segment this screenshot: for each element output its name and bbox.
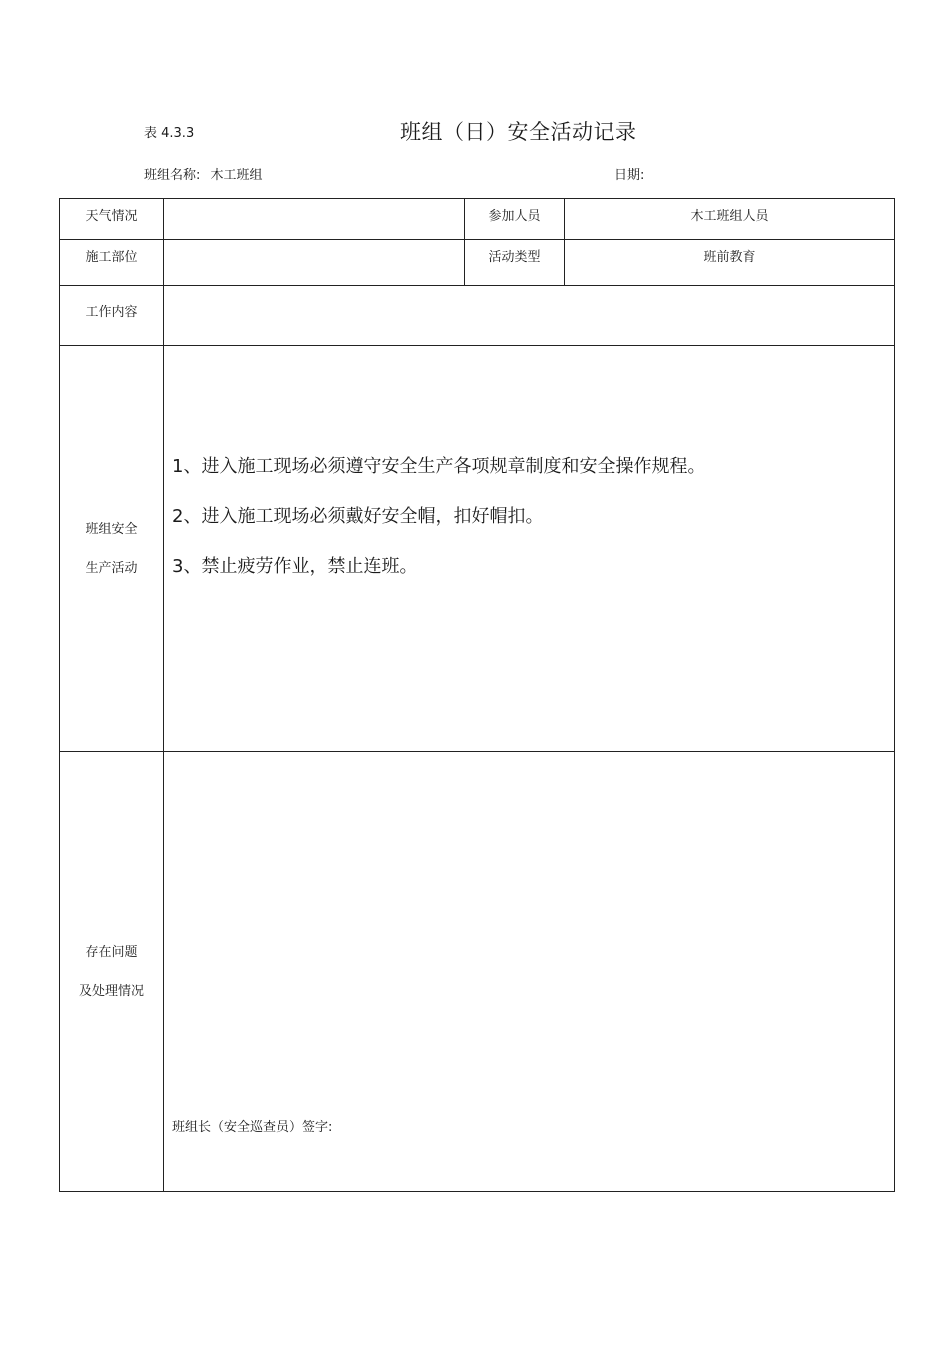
participants-label: 参加人员 — [465, 199, 565, 240]
weather-label: 天气情况 — [60, 199, 164, 240]
work-content-value-cell — [164, 286, 895, 346]
safety-activity-record-table — [59, 198, 895, 1192]
activity-type-label: 活动类型 — [465, 240, 565, 286]
date-label: 日期: — [614, 168, 645, 183]
safety-activity-list — [172, 454, 705, 604]
team-name-line — [144, 164, 263, 183]
location-value-cell — [164, 240, 465, 286]
list-item: 2、进入施工现场必须戴好安全帽，扣好帽扣。 — [172, 506, 544, 527]
activity-type-value: 班前教育 — [565, 240, 895, 286]
location-row — [60, 240, 895, 286]
weather-value-cell — [164, 199, 465, 240]
table-number: 表 4.3.3 — [144, 126, 195, 141]
team-name-label: 班组名称: — [144, 168, 201, 183]
issues-label-line1: 存在问题 — [85, 944, 138, 960]
safety-activity-row — [60, 346, 895, 752]
safety-activity-label-line2: 生产活动 — [85, 560, 138, 576]
list-item: 3、禁止疲劳作业，禁止连班。 — [172, 556, 418, 577]
issues-row — [60, 752, 895, 1192]
issues-content — [164, 752, 895, 1192]
safety-activity-content — [164, 346, 895, 752]
work-content-label: 工作内容 — [60, 286, 164, 346]
issues-label — [60, 752, 164, 1192]
safety-activity-label-line1: 班组安全 — [85, 521, 138, 537]
team-name-value: 木工班组 — [210, 168, 263, 183]
weather-row — [60, 199, 895, 240]
participants-value: 木工班组人员 — [565, 199, 895, 240]
work-content-row — [60, 286, 895, 346]
safety-activity-label — [60, 346, 164, 752]
location-label: 施工部位 — [60, 240, 164, 286]
issues-label-line2: 及处理情况 — [78, 983, 144, 999]
document-title: 班组（日）安全活动记录 — [400, 120, 637, 144]
signature-label: 班组长（安全巡查员）签字: — [172, 1120, 333, 1135]
list-item: 1、进入施工现场必须遵守安全生产各项规章制度和安全操作规程。 — [172, 456, 706, 477]
